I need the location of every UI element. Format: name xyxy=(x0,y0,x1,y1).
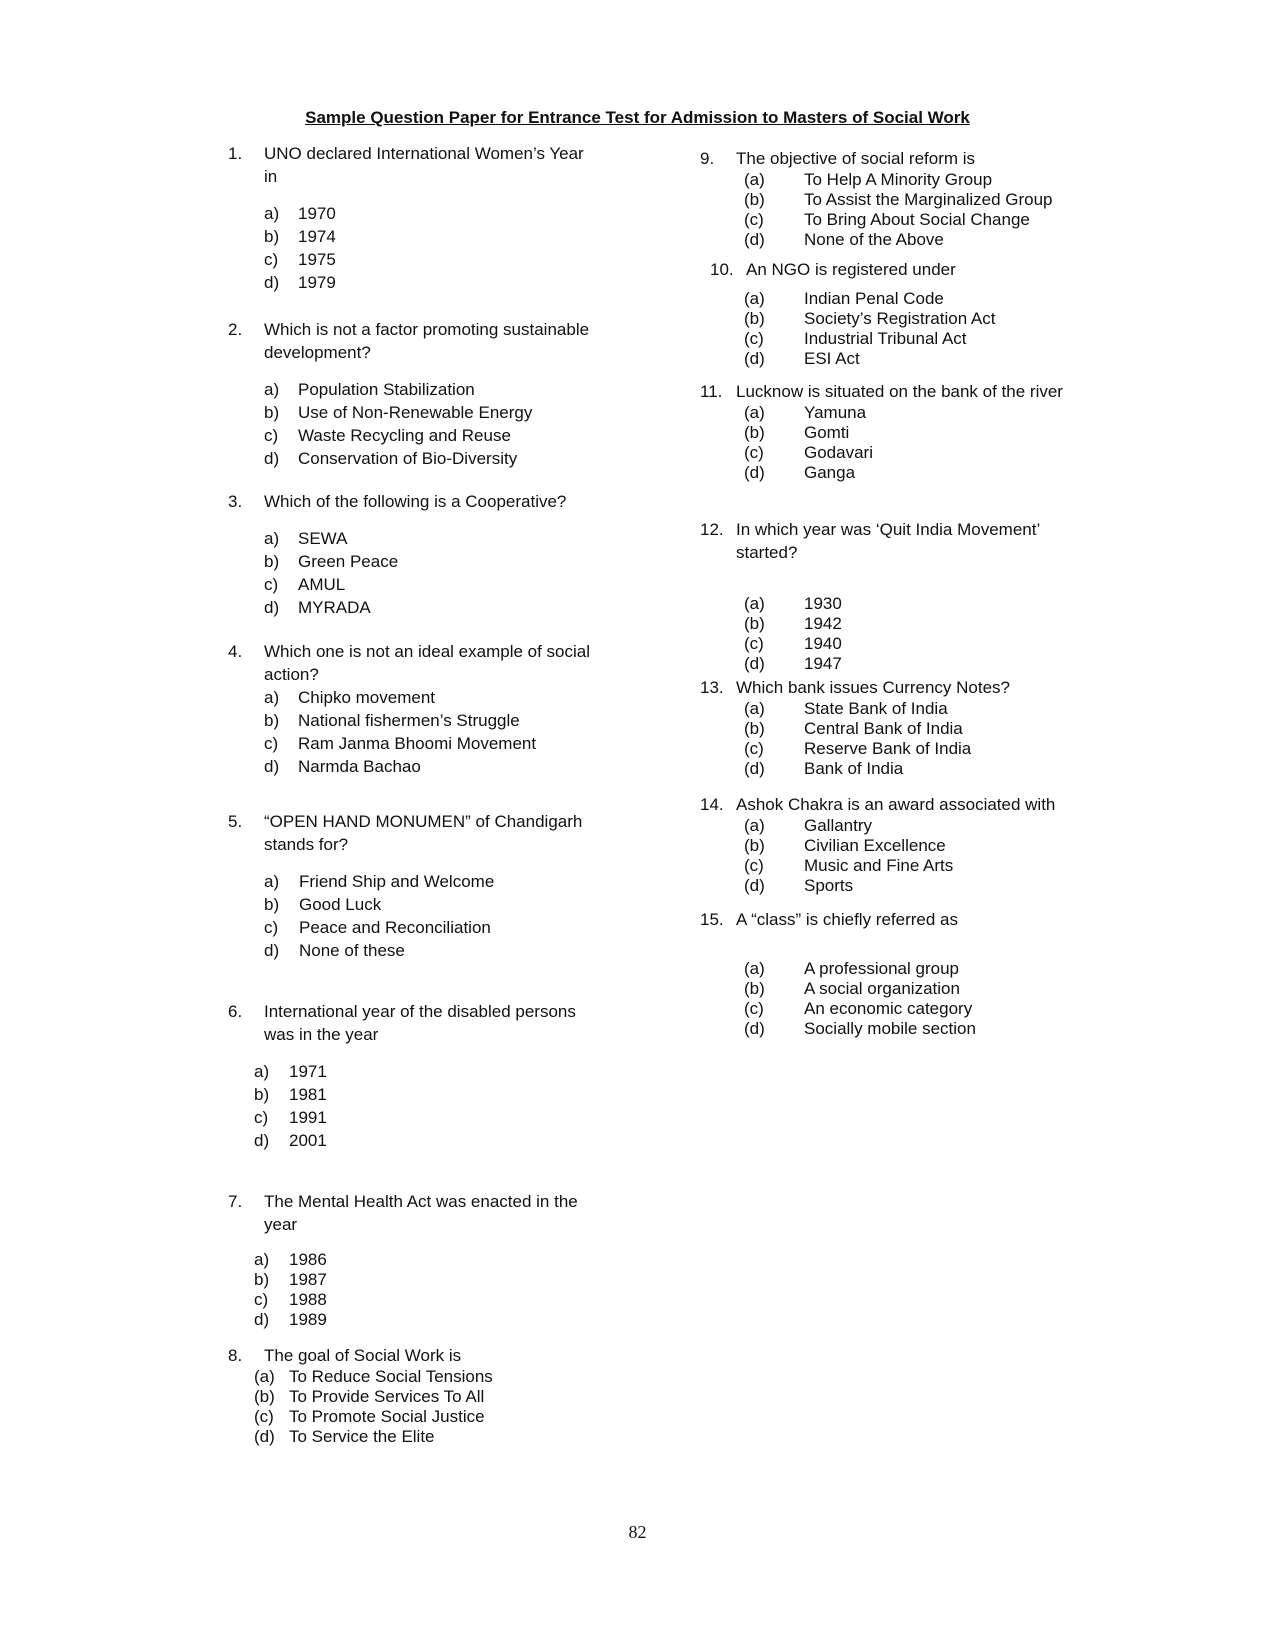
answer-option xyxy=(264,202,598,225)
answer-option xyxy=(744,403,1090,423)
answer-option xyxy=(264,527,598,550)
option-text: Waste Recycling and Reuse xyxy=(298,426,511,445)
answer-option xyxy=(744,739,1090,759)
option-text: 1979 xyxy=(298,273,336,292)
option-text: MYRADA xyxy=(298,598,371,617)
option-label: (d) xyxy=(744,1019,765,1038)
question-number: 5. xyxy=(228,812,243,831)
question-number: 13. xyxy=(700,678,724,697)
answer-option xyxy=(264,755,598,778)
answer-option xyxy=(744,876,1090,896)
option-list xyxy=(744,403,1090,483)
option-label: c) xyxy=(254,1290,269,1309)
option-label: (b) xyxy=(744,309,765,328)
option-text: 1970 xyxy=(298,204,336,223)
answer-option xyxy=(264,550,598,573)
answer-option xyxy=(744,979,1090,999)
answer-option xyxy=(264,573,598,596)
question-8 xyxy=(228,1344,598,1447)
answer-option xyxy=(254,1083,598,1106)
option-text: 1989 xyxy=(289,1310,327,1329)
answer-option xyxy=(254,1407,598,1427)
option-list xyxy=(264,202,598,294)
option-label: a) xyxy=(264,380,280,399)
question-number: 10. xyxy=(710,260,734,279)
answer-option xyxy=(264,732,598,755)
answer-option xyxy=(744,614,1090,634)
question-1 xyxy=(228,142,598,294)
answer-option xyxy=(264,686,598,709)
answer-option xyxy=(744,170,1090,190)
answer-option xyxy=(744,816,1090,836)
option-text: None of these xyxy=(299,941,405,960)
option-text: 1986 xyxy=(289,1250,327,1269)
answer-option xyxy=(264,401,598,424)
question-text: International year of the disabled persons was in the year xyxy=(264,1002,576,1044)
question-text: Ashok Chakra is an award associated with xyxy=(736,795,1056,814)
answer-option xyxy=(744,210,1090,230)
option-text: 1975 xyxy=(298,250,336,269)
answer-option xyxy=(254,1129,598,1152)
answer-option xyxy=(264,596,598,619)
option-text: Narmda Bachao xyxy=(298,757,421,776)
question-3 xyxy=(228,490,598,619)
answer-option xyxy=(254,1250,598,1270)
option-list xyxy=(264,378,598,470)
option-label: (c) xyxy=(744,443,764,462)
option-text: Central Bank of India xyxy=(804,719,963,738)
option-label: c) xyxy=(264,426,279,445)
answer-option xyxy=(744,856,1090,876)
option-text: Society’s Registration Act xyxy=(804,309,996,328)
option-list xyxy=(744,594,1090,674)
option-text: Indian Penal Code xyxy=(804,289,944,308)
question-text: Which bank issues Currency Notes? xyxy=(736,678,1011,697)
option-text: Socially mobile section xyxy=(804,1019,976,1038)
option-list xyxy=(744,289,1100,369)
question-10 xyxy=(710,258,1100,369)
answer-option xyxy=(744,309,1100,329)
option-label: (a) xyxy=(744,289,765,308)
question-number: 12. xyxy=(700,520,724,539)
option-label: (a) xyxy=(254,1367,275,1386)
question-number: 2. xyxy=(228,320,243,339)
option-label: (d) xyxy=(744,349,765,368)
question-text: The goal of Social Work is xyxy=(264,1346,462,1365)
option-list xyxy=(744,959,1090,1039)
answer-option xyxy=(264,939,598,962)
option-label: (d) xyxy=(744,759,765,778)
option-label: d) xyxy=(264,757,280,776)
question-text: Which is not a factor promoting sustainable development? xyxy=(264,320,590,362)
option-text: 1987 xyxy=(289,1270,327,1289)
question-text: In which year was ‘Quit India Movement’ started? xyxy=(736,520,1040,562)
option-label: d) xyxy=(264,273,280,292)
option-text: Industrial Tribunal Act xyxy=(804,329,967,348)
option-text: Peace and Reconciliation xyxy=(299,918,491,937)
option-label: a) xyxy=(254,1062,270,1081)
question-text: An NGO is registered under xyxy=(746,260,956,279)
option-label: (b) xyxy=(744,979,765,998)
option-text: 1940 xyxy=(804,634,842,653)
option-label: (b) xyxy=(744,614,765,633)
option-label: (c) xyxy=(744,210,764,229)
option-text: 1942 xyxy=(804,614,842,633)
answer-option xyxy=(264,447,598,470)
question-2 xyxy=(228,318,598,470)
answer-option xyxy=(744,836,1090,856)
answer-option xyxy=(744,699,1090,719)
option-label: (b) xyxy=(744,836,765,855)
answer-option xyxy=(264,424,598,447)
option-label: (d) xyxy=(744,876,765,895)
answer-option xyxy=(254,1106,598,1129)
option-text: Ram Janma Bhoomi Movement xyxy=(298,734,537,753)
option-label: b) xyxy=(264,552,280,571)
question-13 xyxy=(700,676,1090,779)
option-text: Civilian Excellence xyxy=(804,836,946,855)
question-text: Which one is not an ideal example of social action? xyxy=(264,642,591,684)
option-text: Gomti xyxy=(804,423,850,442)
question-text: The Mental Health Act was enacted in the year xyxy=(264,1192,578,1234)
option-text: To Service the Elite xyxy=(289,1427,435,1446)
option-text: Music and Fine Arts xyxy=(804,856,954,875)
answer-option xyxy=(264,916,598,939)
option-text: To Provide Services To All xyxy=(289,1387,485,1406)
option-label: a) xyxy=(264,529,280,548)
answer-option xyxy=(264,248,598,271)
answer-option xyxy=(264,709,598,732)
option-label: (b) xyxy=(744,423,765,442)
option-label: d) xyxy=(264,598,280,617)
option-label: d) xyxy=(264,449,280,468)
option-label: c) xyxy=(264,575,279,594)
answer-option xyxy=(264,893,598,916)
option-label: (a) xyxy=(744,816,765,835)
option-label: (a) xyxy=(744,699,765,718)
answer-option xyxy=(744,463,1090,483)
answer-option xyxy=(254,1310,598,1330)
option-text: Ganga xyxy=(804,463,856,482)
question-number: 4. xyxy=(228,642,243,661)
question-5 xyxy=(228,810,598,962)
question-text: Lucknow is situated on the bank of the river xyxy=(736,382,1063,401)
option-text: A professional group xyxy=(804,959,959,978)
option-list xyxy=(264,870,598,962)
option-list xyxy=(744,816,1090,896)
question-15 xyxy=(700,908,1090,1039)
option-label: b) xyxy=(264,711,280,730)
option-text: To Bring About Social Change xyxy=(804,210,1030,229)
option-label: (b) xyxy=(254,1387,275,1406)
answer-option xyxy=(254,1427,598,1447)
option-label: a) xyxy=(264,688,280,707)
question-6 xyxy=(228,1000,598,1152)
option-text: SEWA xyxy=(298,529,348,548)
option-label: c) xyxy=(264,734,279,753)
answer-option xyxy=(254,1367,598,1387)
answer-option xyxy=(254,1270,598,1290)
option-text: 1947 xyxy=(804,654,842,673)
answer-option xyxy=(744,423,1090,443)
question-9 xyxy=(700,147,1090,250)
answer-option xyxy=(254,1060,598,1083)
option-text: National fishermen’s Struggle xyxy=(298,711,520,730)
option-label: (a) xyxy=(744,959,765,978)
option-text: 1991 xyxy=(289,1108,327,1127)
option-text: Use of Non-Renewable Energy xyxy=(298,403,533,422)
option-label: (a) xyxy=(744,170,765,189)
question-7 xyxy=(228,1190,598,1330)
option-text: 1974 xyxy=(298,227,336,246)
option-label: d) xyxy=(254,1310,270,1329)
option-text: 1981 xyxy=(289,1085,327,1104)
answer-option xyxy=(744,719,1090,739)
question-11 xyxy=(700,380,1090,483)
option-text: ESI Act xyxy=(804,349,860,368)
question-4 xyxy=(228,640,598,778)
question-number: 14. xyxy=(700,795,724,814)
option-label: b) xyxy=(254,1270,270,1289)
option-text: To Help A Minority Group xyxy=(804,170,993,189)
option-list xyxy=(744,699,1090,779)
option-list xyxy=(254,1367,598,1447)
option-text: To Assist the Marginalized Group xyxy=(804,190,1053,209)
answer-option xyxy=(744,594,1090,614)
answer-option xyxy=(744,759,1090,779)
option-label: (d) xyxy=(744,463,765,482)
option-text: Yamuna xyxy=(804,403,867,422)
option-label: c) xyxy=(264,918,279,937)
question-number: 1. xyxy=(228,144,243,163)
option-text: To Promote Social Justice xyxy=(289,1407,485,1426)
answer-option xyxy=(744,349,1100,369)
question-text: UNO declared International Women’s Year in xyxy=(264,144,584,186)
answer-option xyxy=(264,225,598,248)
option-text: An economic category xyxy=(804,999,973,1018)
option-label: b) xyxy=(264,895,280,914)
option-label: d) xyxy=(254,1131,270,1150)
option-text: AMUL xyxy=(298,575,346,594)
option-text: To Reduce Social Tensions xyxy=(289,1367,493,1386)
answer-option xyxy=(744,190,1090,210)
answer-option xyxy=(264,271,598,294)
question-text: A “class” is chiefly referred as xyxy=(736,910,959,929)
page-number: 82 xyxy=(628,1522,647,1542)
option-list xyxy=(264,686,598,778)
option-list xyxy=(254,1250,598,1330)
option-label: (c) xyxy=(744,856,764,875)
option-label: d) xyxy=(264,941,280,960)
option-label: (c) xyxy=(744,999,764,1018)
option-text: Population Stabilization xyxy=(298,380,475,399)
answer-option xyxy=(744,654,1090,674)
option-label: (d) xyxy=(744,654,765,673)
option-label: (d) xyxy=(254,1427,275,1446)
option-text: Chipko movement xyxy=(298,688,436,707)
option-text: 1930 xyxy=(804,594,842,613)
option-label: (a) xyxy=(744,594,765,613)
question-number: 8. xyxy=(228,1346,243,1365)
question-text: The objective of social reform is xyxy=(736,149,976,168)
question-number: 6. xyxy=(228,1002,243,1021)
option-label: c) xyxy=(264,250,279,269)
question-text: Which of the following is a Cooperative? xyxy=(264,492,567,511)
option-text: 1988 xyxy=(289,1290,327,1309)
option-text: State Bank of India xyxy=(804,699,948,718)
option-label: (c) xyxy=(744,329,764,348)
option-list xyxy=(264,527,598,619)
option-text: Sports xyxy=(804,876,854,895)
option-text: Godavari xyxy=(804,443,873,462)
answer-option xyxy=(254,1387,598,1407)
option-text: Good Luck xyxy=(299,895,382,914)
option-label: a) xyxy=(264,204,280,223)
option-label: a) xyxy=(264,872,280,891)
option-text: Bank of India xyxy=(804,759,904,778)
page-title: Sample Question Paper for Entrance Test for Admission to Masters of Social Work xyxy=(305,108,970,127)
option-label: (a) xyxy=(744,403,765,422)
option-list xyxy=(254,1060,598,1152)
question-number: 3. xyxy=(228,492,243,511)
option-text: A social organization xyxy=(804,979,960,998)
option-text: 2001 xyxy=(289,1131,327,1150)
question-number: 7. xyxy=(228,1192,243,1211)
answer-option xyxy=(744,443,1090,463)
option-text: Reserve Bank of India xyxy=(804,739,972,758)
option-label: (d) xyxy=(744,230,765,249)
question-number: 11. xyxy=(700,382,723,401)
option-label: b) xyxy=(264,227,280,246)
option-label: (c) xyxy=(744,739,764,758)
question-14 xyxy=(700,793,1090,896)
answer-option xyxy=(744,999,1090,1019)
option-text: Friend Ship and Welcome xyxy=(299,872,495,891)
option-text: 1971 xyxy=(289,1062,327,1081)
option-label: b) xyxy=(264,403,280,422)
option-text: Green Peace xyxy=(298,552,399,571)
option-text: Conservation of Bio-Diversity xyxy=(298,449,518,468)
answer-option xyxy=(744,1019,1090,1039)
option-list xyxy=(744,170,1090,250)
question-text: “OPEN HAND MONUMEN” of Chandigarh stands for? xyxy=(264,812,583,854)
option-label: (c) xyxy=(744,634,764,653)
option-label: a) xyxy=(254,1250,270,1269)
answer-option xyxy=(744,329,1100,349)
option-label: (b) xyxy=(744,190,765,209)
option-label: (c) xyxy=(254,1407,274,1426)
answer-option xyxy=(744,230,1090,250)
option-text: None of the Above xyxy=(804,230,944,249)
question-12 xyxy=(700,518,1090,674)
option-label: b) xyxy=(254,1085,270,1104)
option-label: (b) xyxy=(744,719,765,738)
option-text: Gallantry xyxy=(804,816,873,835)
answer-option xyxy=(254,1290,598,1310)
answer-option xyxy=(744,634,1090,654)
answer-option xyxy=(744,959,1090,979)
question-number: 15. xyxy=(700,910,724,929)
answer-option xyxy=(264,870,598,893)
option-label: c) xyxy=(254,1108,269,1127)
answer-option xyxy=(264,378,598,401)
question-number: 9. xyxy=(700,149,715,168)
answer-option xyxy=(744,289,1100,309)
